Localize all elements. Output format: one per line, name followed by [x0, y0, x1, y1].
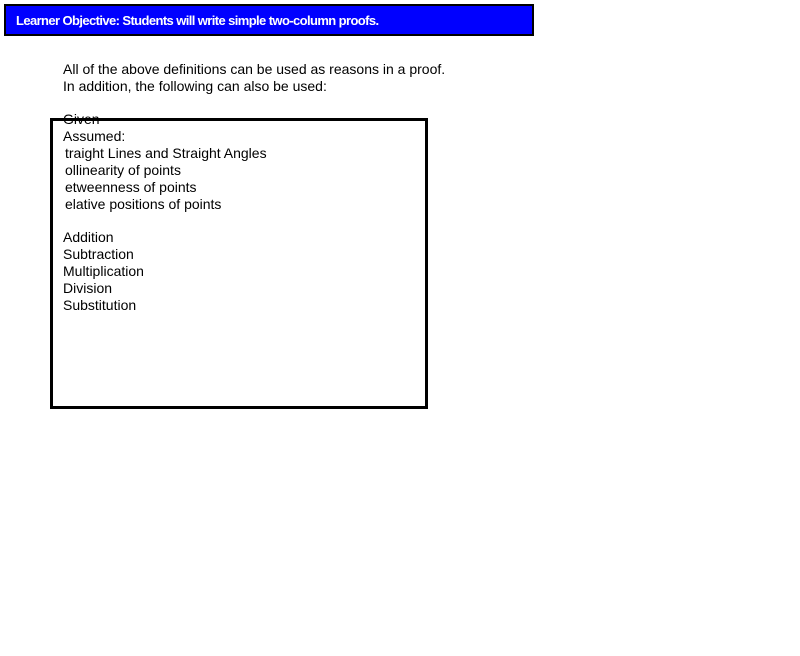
assumed-item: etweenness of points [65, 179, 197, 195]
reasons-list [63, 111, 267, 314]
operation-item: Substitution [63, 297, 137, 313]
assumed-item: elative positions of points [65, 196, 222, 212]
assumed-item: traight Lines and Straight Angles [65, 145, 267, 161]
intro-line-1: All of the above definitions can be used as reasons in a proof. [63, 61, 446, 77]
operation-item: Multiplication [63, 263, 144, 279]
operation-item: Subtraction [63, 246, 134, 262]
intro-line-2: In addition, the following can also be used: [63, 78, 327, 94]
operation-item: Addition [63, 229, 114, 245]
objective-text: Learner Objective: Students will write simple two-column proofs. [16, 13, 379, 28]
intro-text [63, 61, 445, 95]
assumed-item: ollinearity of points [65, 162, 181, 178]
objective-banner [4, 4, 534, 36]
list-spacer [63, 213, 267, 229]
operation-item: Division [63, 280, 113, 296]
reason-given: Given [63, 111, 100, 127]
reason-assumed: Assumed: [63, 128, 126, 144]
